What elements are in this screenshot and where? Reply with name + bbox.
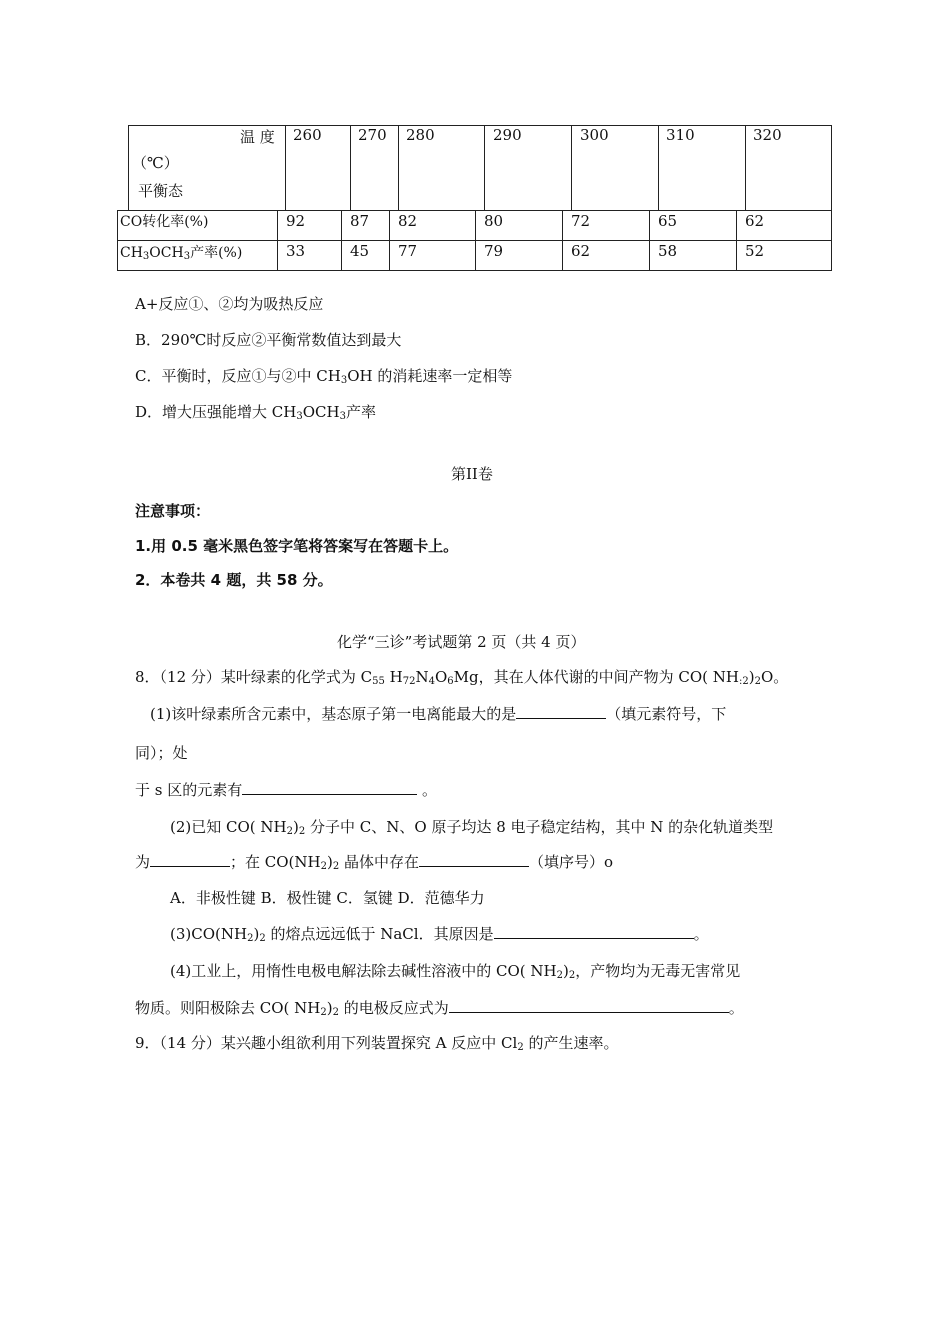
table-cell: 79 [484, 242, 504, 260]
page-footer: 化学“三诊”考试题第 2 页（共 4 页） [337, 633, 586, 651]
answer-blank[interactable] [494, 924, 694, 939]
table-col-temp: 290 [493, 126, 522, 144]
table-col-temp: 280 [406, 126, 435, 144]
table-cell: 65 [658, 212, 678, 230]
answer-blank[interactable] [150, 852, 230, 867]
option-d: D．增大压强能增大 $CH_3OCH_3$产率 [135, 403, 376, 422]
table-cell: 33 [286, 242, 306, 260]
table-row-label: $CH_3OCH_3$产率(%) [120, 245, 243, 262]
q8-part2-options: A．非极性键 B．极性键 C．氢键 D．范德华力 [170, 889, 485, 907]
table-header-state: 平衡态 [138, 182, 184, 200]
notes-heading: 注意事项： [135, 502, 211, 520]
table-rule [389, 210, 390, 271]
table-cell: 52 [745, 242, 765, 260]
note-1: 1.用 0.5 毫米黑色签字笔将答案写在答题卡上。 [135, 537, 459, 555]
table-rule [745, 125, 746, 210]
q8-part1: (1)该叶绿素所含元素中，基态原子第一电离能最大的是 （填元素符号，下 [150, 705, 727, 723]
table-cell: 87 [350, 212, 370, 230]
table-cell: 58 [658, 242, 678, 260]
answer-blank[interactable] [242, 780, 417, 795]
table-rule [736, 210, 737, 271]
table-cell: 62 [745, 212, 765, 230]
table-col-temp: 320 [753, 126, 782, 144]
q8-part4: (4)工业上，用惰性电极电解法除去碱性溶液中的 CO( $NH_2)_2$，产物均为无毒无害常见 [170, 962, 741, 981]
equilibrium-data-table [0, 0, 950, 280]
q8-part4-cont: 物质。则阳极除去 CO( $NH_2)_2$ 的电极反应式为 。 [135, 999, 744, 1018]
q8-part3: $(3)CO(NH_2)_2$ 的熔点远远低于 NaCl．其原因是 。 [170, 925, 709, 944]
option-b: B．290℃时反应②平衡常数值达到最大 [135, 331, 402, 349]
table-header-temperature: 温 度 [240, 128, 275, 146]
answer-blank[interactable] [419, 852, 529, 867]
table-cell: 72 [571, 212, 591, 230]
table-rule [350, 125, 351, 210]
table-rule [285, 125, 286, 210]
table-rule [484, 125, 485, 210]
table-rule [341, 210, 342, 271]
q8-part2: (2)已知 CO( $NH_2)_2$ 分子中 C、N、O 原子均达 8 电子稳定结构，其中 N 的杂化轨道类型 [170, 818, 774, 837]
table-col-temp: 300 [580, 126, 609, 144]
q8-part1-s-block: 于 s 区的元素有 。 [135, 781, 438, 799]
table-rule [277, 210, 278, 271]
q8-part1-cont: 同）；处 [135, 744, 188, 762]
q8-part2-cont: 为 ；在 $CO(NH_2)_2$ 晶体中存在 （填序号）o [135, 853, 614, 872]
table-cell: 45 [350, 242, 370, 260]
answer-blank[interactable] [516, 704, 606, 719]
note-2: 2．本卷共 4 题，共 58 分。 [135, 571, 333, 589]
table-cell: 82 [398, 212, 418, 230]
q9-intro: 9．（14 分）某兴趣小组欲利用下列装置探究 A 反应中 $Cl_2$ 的产生速率。 [135, 1034, 619, 1053]
table-col-temp: 260 [293, 126, 322, 144]
q8-intro: 8．（12 分）某叶绿素的化学式为 $C_{55}$ $H_{72}N_4O_6Mg$，其在人体代谢的中间产物为 CO( $NH_{:2})_2O$。 [135, 668, 789, 687]
table-col-temp: 310 [666, 126, 695, 144]
table-rule [128, 125, 129, 210]
table-border-top [128, 125, 832, 126]
table-header-unit: （℃） [132, 154, 179, 172]
answer-blank[interactable] [449, 998, 729, 1013]
option-a: A+反应①、②均为吸热反应 [135, 295, 324, 313]
table-rule [649, 210, 650, 271]
table-rule [562, 210, 563, 271]
table-rule [117, 210, 118, 271]
table-cell: 77 [398, 242, 418, 260]
table-rule [571, 125, 572, 210]
table-cell: 92 [286, 212, 306, 230]
table-rule [398, 125, 399, 210]
table-row-label: CO转化率(%) [120, 214, 209, 230]
table-cell: 80 [484, 212, 504, 230]
table-col-temp: 270 [358, 126, 387, 144]
table-cell: 62 [571, 242, 591, 260]
option-c: C．平衡时，反应①与②中 $CH_3OH$ 的消耗速率一定相等 [135, 367, 513, 386]
table-rule [658, 125, 659, 210]
section-title: 第II卷 [451, 465, 493, 483]
table-rule [831, 125, 832, 271]
table-rule [475, 210, 476, 271]
